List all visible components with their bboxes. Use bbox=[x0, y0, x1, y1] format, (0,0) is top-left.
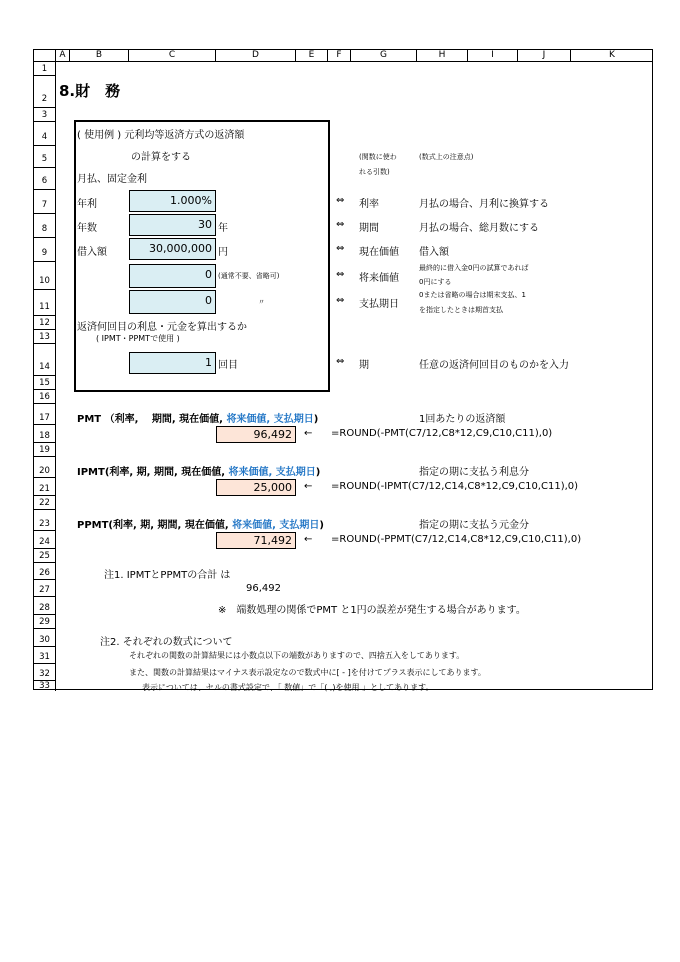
ipmt-formula: =ROUND(-IPMT(C7/12,C14,C8*12,C9,C10,C11),0) bbox=[331, 481, 579, 492]
fv-note: (通常不要、省略可) bbox=[218, 272, 280, 280]
column-header-e[interactable]: E bbox=[296, 50, 328, 62]
arg-type: 支払期日 bbox=[359, 299, 399, 310]
row-header-13[interactable]: 13 bbox=[34, 330, 56, 344]
row-header-4[interactable]: 4 bbox=[34, 122, 56, 146]
column-header-k[interactable]: K bbox=[571, 50, 653, 62]
row-header-2[interactable]: 2 bbox=[34, 76, 56, 108]
row-header-6[interactable]: 6 bbox=[34, 168, 56, 190]
args-header-2: れる引数) bbox=[359, 168, 390, 176]
row-header-12[interactable]: 12 bbox=[34, 316, 56, 330]
arg-rate-note: 月払の場合、月利に換算する bbox=[419, 199, 549, 210]
pmt-result[interactable]: 96,492 bbox=[216, 426, 296, 443]
note1-label: 注1. IPMTとPPMTの合計 は bbox=[104, 570, 231, 581]
rate-label: 年利 bbox=[77, 199, 97, 210]
note2-line3: 表示については、セルの書式設定で、「 数値」で「( ,)を使用 」としてあります。 bbox=[142, 683, 434, 692]
pmt-signature bbox=[77, 410, 318, 425]
row-header-14[interactable]: 14 bbox=[34, 344, 56, 376]
type-input[interactable]: 0 bbox=[129, 290, 216, 314]
row-header-32[interactable]: 32 bbox=[34, 664, 56, 681]
row-header-10[interactable]: 10 bbox=[34, 262, 56, 290]
arg-per-note: 任意の返済何回目のものかを入力 bbox=[419, 360, 569, 371]
example-line1: ( 使用例 ) 元利均等返済方式の返済額 bbox=[77, 130, 245, 141]
years-input[interactable]: 30 bbox=[129, 214, 216, 236]
arg-pv: 現在価値 bbox=[359, 247, 399, 258]
period-question-note: ( IPMT・PPMTで使用 ) bbox=[96, 334, 180, 343]
row-header-23[interactable]: 23 bbox=[34, 510, 56, 531]
ipmt-signature bbox=[77, 463, 320, 478]
arg-fv-note-1: 最終的に借入金0円の試算であれば bbox=[419, 264, 529, 272]
row-header-19[interactable]: 19 bbox=[34, 443, 56, 457]
loan-unit: 円 bbox=[218, 247, 228, 258]
row-header-31[interactable]: 31 bbox=[34, 647, 56, 664]
note1-detail: ※ 端数処理の関係でPMT と1円の誤差が発生する場合があります。 bbox=[218, 605, 526, 616]
row-header-15[interactable]: 15 bbox=[34, 376, 56, 390]
row-header-1[interactable]: 1 bbox=[34, 62, 56, 76]
period-unit: 回目 bbox=[218, 360, 238, 371]
note2-label: 注2. それぞれの数式について bbox=[100, 637, 233, 648]
row-header-7[interactable]: 7 bbox=[34, 190, 56, 214]
row-header-28[interactable]: 28 bbox=[34, 597, 56, 615]
ipmt-signature-head: IPMT(利率, 期, 期間, 現在価値, bbox=[77, 467, 229, 478]
row-header-5[interactable]: 5 bbox=[34, 146, 56, 168]
args-header-3: (数式上の注意点) bbox=[419, 153, 474, 161]
row-header-18[interactable]: 18 bbox=[34, 425, 56, 443]
column-header-b[interactable]: B bbox=[70, 50, 129, 62]
ppmt-formula: =ROUND(-PPMT(C7/12,C14,C8*12,C9,C10,C11),0) bbox=[331, 534, 582, 545]
arg-fv: 将来価値 bbox=[359, 273, 399, 284]
row-header-27[interactable]: 27 bbox=[34, 580, 56, 597]
ipmt-description: 指定の期に支払う利息分 bbox=[419, 467, 529, 478]
ipmt-signature-close: ) bbox=[315, 467, 321, 478]
ppmt-signature-close: ) bbox=[319, 520, 324, 531]
ppmt-signature-head: PPMT(利率, 期, 期間, 現在価値, bbox=[77, 520, 233, 531]
row-header-30[interactable]: 30 bbox=[34, 629, 56, 647]
row-header-24[interactable]: 24 bbox=[34, 531, 56, 549]
arrow-type: ⇔ bbox=[336, 295, 345, 306]
row-header-3[interactable]: 3 bbox=[34, 108, 56, 122]
arg-nper-note: 月払の場合、総月数にする bbox=[419, 223, 539, 234]
pmt-formula: =ROUND(-PMT(C7/12,C8*12,C9,C10,C11),0) bbox=[331, 428, 553, 439]
period-question: 返済何回目の利息・元金を算出するか bbox=[77, 322, 247, 333]
corner-cell[interactable] bbox=[34, 50, 56, 62]
note2-line2: また、関数の計算結果はマイナス表示設定なので数式中に[ - ]を付けてプラス表示にしてあります。 bbox=[129, 668, 486, 677]
column-header-a[interactable]: A bbox=[56, 50, 70, 62]
example-line3: 月払、固定金利 bbox=[77, 174, 147, 185]
row-header-22[interactable]: 22 bbox=[34, 496, 56, 510]
spreadsheet bbox=[33, 49, 653, 690]
row-header-11[interactable]: 11 bbox=[34, 290, 56, 316]
row-header-8[interactable]: 8 bbox=[34, 214, 56, 238]
rate-input[interactable]: 1.000% bbox=[129, 190, 216, 212]
column-header-i[interactable]: I bbox=[468, 50, 518, 62]
loan-input[interactable]: 30,000,000 bbox=[129, 238, 216, 260]
type-note: 〃 bbox=[258, 298, 265, 306]
pmt-signature-optional: 将来価値, 支払期日 bbox=[226, 414, 314, 425]
note2-line1: それぞれの関数の計算結果には小数点以下の端数がありますので、四捨五入をしてあります。 bbox=[129, 651, 465, 660]
row-header-9[interactable]: 9 bbox=[34, 238, 56, 262]
arrow-per: ⇔ bbox=[336, 356, 345, 367]
arrow-fv: ⇔ bbox=[336, 269, 345, 280]
fv-input[interactable]: 0 bbox=[129, 264, 216, 288]
row-header-17[interactable]: 17 bbox=[34, 404, 56, 425]
arrow-nper: ⇔ bbox=[336, 219, 345, 230]
column-header-c[interactable]: C bbox=[129, 50, 216, 62]
period-input[interactable]: 1 bbox=[129, 352, 216, 374]
pmt-signature-close: ) bbox=[313, 414, 319, 425]
column-header-j[interactable]: J bbox=[518, 50, 571, 62]
row-header-26[interactable]: 26 bbox=[34, 563, 56, 580]
arg-fv-note-2: 0円にする bbox=[419, 278, 452, 286]
ipmt-result[interactable]: 25,000 bbox=[216, 479, 296, 496]
example-line2: の計算をする bbox=[131, 152, 191, 163]
arg-rate: 利率 bbox=[359, 199, 379, 210]
arg-per: 期 bbox=[359, 360, 369, 371]
pmt-signature-head: PMT （利率, 期間, 現在価値, bbox=[77, 414, 227, 425]
args-header-1: (関数に使わ bbox=[359, 153, 397, 161]
arg-type-note-2: を指定したときは期首支払 bbox=[419, 306, 503, 314]
row-header-20[interactable]: 20 bbox=[34, 457, 56, 478]
row-header-29[interactable]: 29 bbox=[34, 615, 56, 629]
column-header-h[interactable]: H bbox=[417, 50, 468, 62]
row-header-16[interactable]: 16 bbox=[34, 390, 56, 404]
ppmt-arrow: ← bbox=[304, 534, 313, 545]
pmt-arrow: ← bbox=[304, 428, 313, 439]
ipmt-arrow: ← bbox=[304, 481, 313, 492]
arg-type-note-1: 0または省略の場合は期末支払、1 bbox=[419, 291, 526, 299]
note1-value: 96,492 bbox=[246, 583, 281, 594]
row-header-21[interactable]: 21 bbox=[34, 478, 56, 496]
ppmt-signature-optional: 将来価値, 支払期日 bbox=[232, 520, 320, 531]
pmt-description: 1回あたりの返済額 bbox=[419, 414, 506, 425]
arg-pv-note: 借入額 bbox=[419, 247, 449, 258]
section-title: 8.財 務 bbox=[59, 82, 121, 100]
column-header-f[interactable]: F bbox=[328, 50, 351, 62]
ppmt-signature bbox=[77, 516, 324, 531]
column-header-d[interactable]: D bbox=[216, 50, 296, 62]
ipmt-signature-optional: 将来価値, 支払期日 bbox=[228, 467, 316, 478]
years-unit: 年 bbox=[218, 223, 228, 234]
arrow-rate: ⇔ bbox=[336, 195, 345, 206]
loan-label: 借入額 bbox=[77, 247, 107, 258]
ppmt-description: 指定の期に支払う元金分 bbox=[419, 520, 529, 531]
row-header-25[interactable]: 25 bbox=[34, 549, 56, 563]
ppmt-result[interactable]: 71,492 bbox=[216, 532, 296, 549]
column-header-g[interactable]: G bbox=[351, 50, 417, 62]
arg-nper: 期間 bbox=[359, 223, 379, 234]
years-label: 年数 bbox=[77, 223, 97, 234]
row-header-33[interactable]: 33 bbox=[34, 681, 56, 691]
arrow-pv: ⇔ bbox=[336, 243, 345, 254]
